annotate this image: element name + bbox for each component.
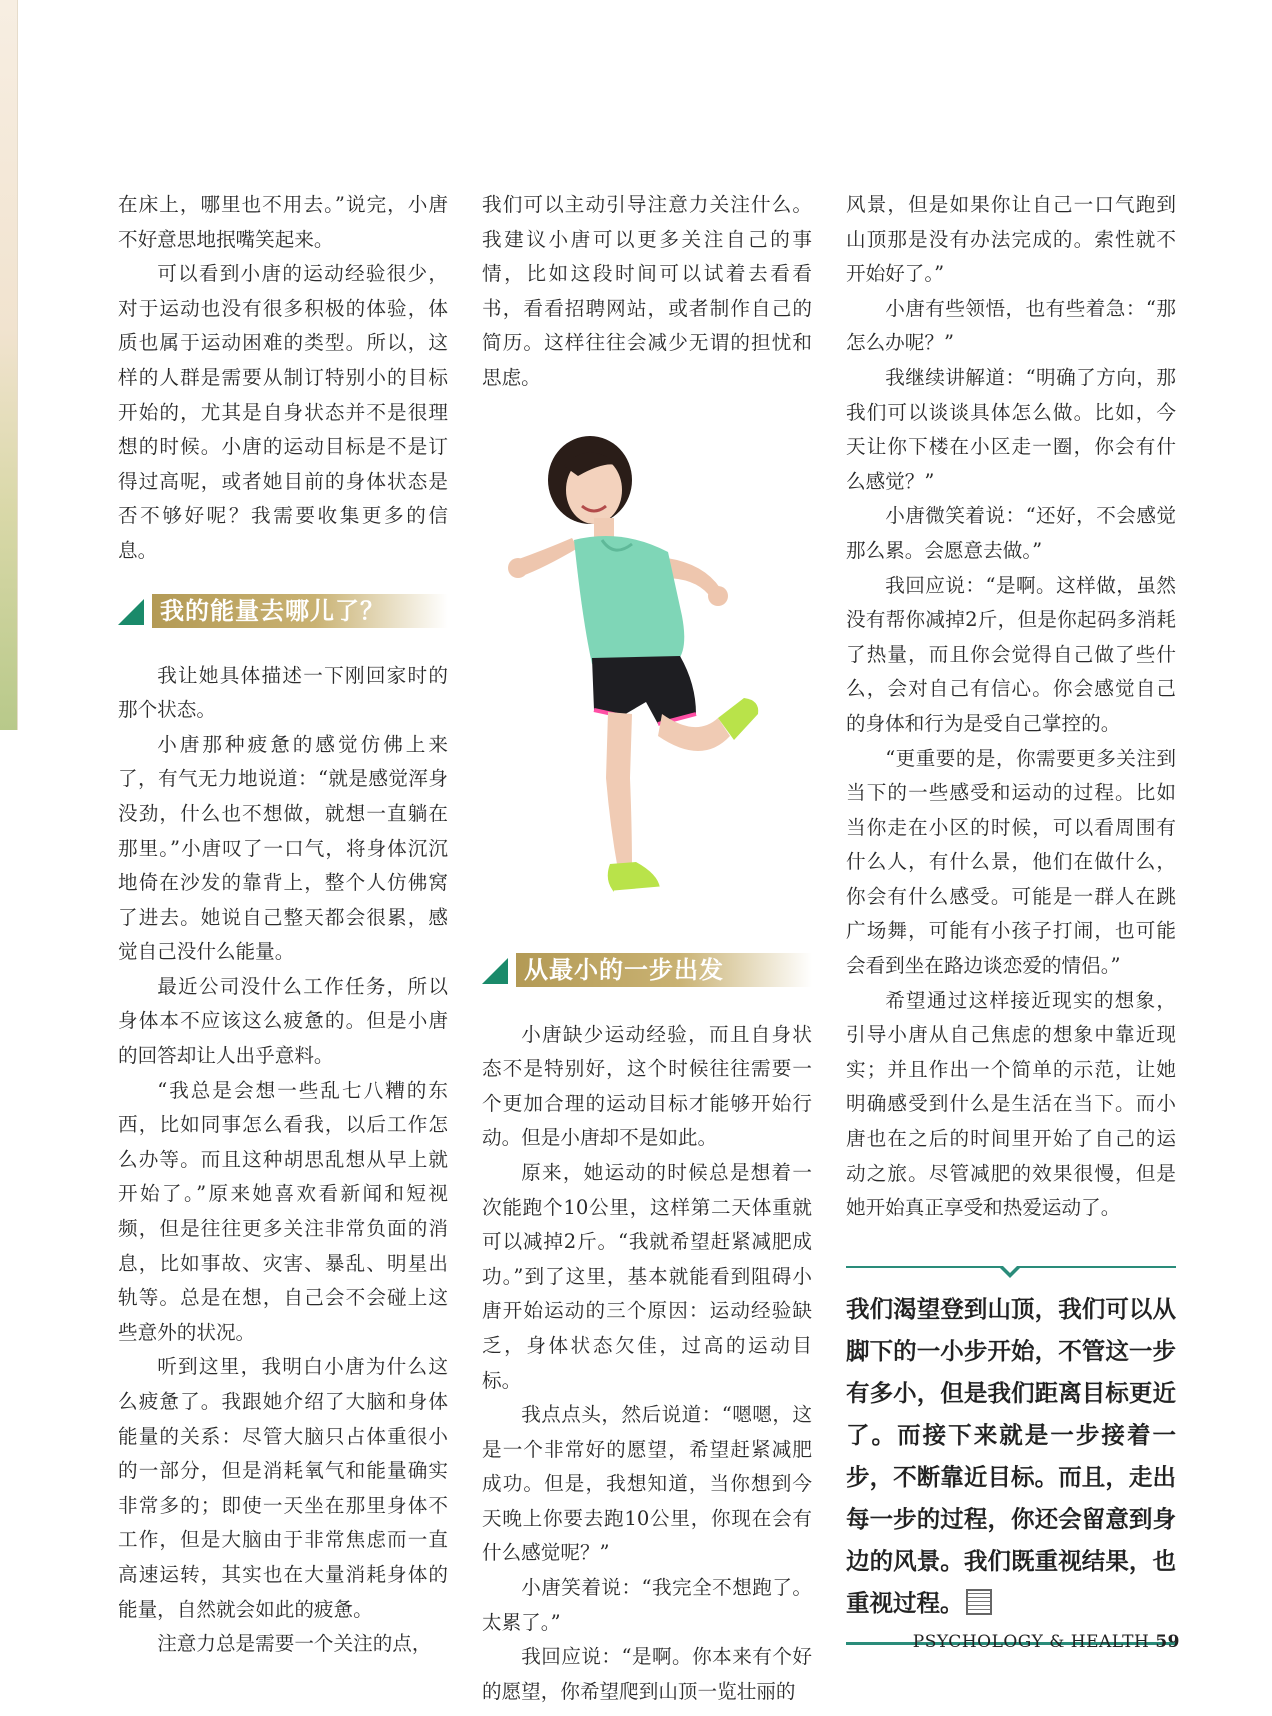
paragraph: 小唐有些领悟，也有些着急：“那怎么办呢？” [846, 296, 1176, 355]
paragraph: 可以看到小唐的运动经验很少，对于运动也没有很多积极的体验，体质也属于运动困难的类型。所以，这样的人群是需要从制订特别小的目标开始的，尤其是自身状态并不是很理想的时候。小唐的运动目标是不是订得过高呢，或者她目前的身体状态是否不够好呢？我需要收集更多的信息。 [118, 262, 448, 562]
paragraph: 我继续讲解道：“明确了方向，那我们可以谈谈具体怎么做。比如，今天让你下楼在小区走一圈，你会有什么感觉？” [846, 365, 1176, 493]
paragraph: 我们可以主动引导注意力关注什么。我建议小唐可以更多关注自己的事情，比如这段时间可以试着去看看书，看看招聘网站，或者制作自己的简历。这样往往会减少无谓的担忧和思虑。 [482, 193, 812, 389]
paragraph: 小唐笑着说：“我完全不想跑了。太累了。” [482, 1576, 812, 1634]
pull-quote-body: 我们渴望登到山顶，我们可以从脚下的一小步开始，不管这一步有多小，但是我们距离目标更近了。而接下来就是一步接着一步，不断靠近目标。而且，走出每一步的过程，你还会留意到身边的风景。我们既重视结果，也重视过程。 [846, 1294, 1176, 1617]
paragraph: 在床上，哪里也不用去。”说完，小唐不好意思地抿嘴笑起来。 [118, 193, 448, 251]
notch-icon [998, 1266, 1022, 1278]
triangle-icon [482, 958, 508, 984]
column-2 [482, 188, 812, 1709]
pull-quote-text [846, 1286, 1176, 1624]
section-heading-first-step [482, 952, 812, 988]
paragraph: 我点点头，然后说道：“嗯嗯，这是一个非常好的愿望，希望赶紧减肥成功。但是，我想知道，当你想到今天晚上你要去跑10公里，你现在会有什么感觉呢？” [482, 1403, 812, 1565]
pull-quote-top-rule [846, 1266, 1176, 1286]
running-woman-illustration [482, 418, 812, 928]
paragraph: 希望通过这样接近现实的想象，引导小唐从自己焦虑的想象中靠近现实；并且作出一个简单的示范，让她明确感受到什么是生活在当下。而小唐也在之后的时间里开始了自己的运动之旅。尽管减肥的效果很慢，但是她开始真正享受和热爱运动了。 [846, 988, 1176, 1220]
edge-photo-strip [0, 0, 18, 730]
column-3 [846, 188, 1176, 1645]
paragraph: 我让她具体描述一下刚回家时的那个状态。 [118, 663, 448, 722]
paragraph: 听到这里，我明白小唐为什么这么疲惫了。我跟她介绍了大脑和身体能量的关系：尽管大脑只占体重很小的一部分，但是消耗氧气和能量确实非常多的；即使一天坐在那里身体不工作，但是大脑由于非常焦虑而一直高速运转，其实也在大量消耗身体的能量，自然就会如此的疲惫。 [118, 1355, 448, 1621]
paragraph: “更重要的是，你需要更多关注到当下的一些感受和运动的过程。比如当你走在小区的时候，可以看周围有什么人，有什么景，他们在做什么，你会有什么感受。可能是一群人在跳广场舞，可能有小孩子打闹，也可能会看到坐在路边谈恋爱的情侣。” [846, 746, 1176, 978]
running-woman-photo [482, 418, 812, 928]
paragraph: “我总是会想一些乱七八糟的东西，比如同事怎么看我，以后工作怎么办等。而且这种胡思乱想从早上就开始了。”原来她喜欢看新闻和短视频，但是往往更多关注非常负面的消息，比如事故、灾害、暴乱、明星出轨等。总是在想，自己会不会碰上这些意外的状况。 [118, 1078, 448, 1344]
paragraph: 我回应说：“是啊。这样做，虽然没有帮你减掉2斤，但是你起码多消耗了热量，而且你会觉得自己做了些什么，会对自己有信心。你会感觉自己的身体和行为是受自己掌控的。 [846, 573, 1176, 735]
paragraph: 最近公司没什么工作任务，所以身体本不应该这么疲惫的。但是小唐的回答却让人出乎意料。 [118, 974, 448, 1068]
end-mark-icon [966, 1589, 992, 1615]
paragraph: 风景，但是如果你让自己一口气跑到山顶那是没有办法完成的。索性就不开始好了。” [846, 193, 1176, 286]
page-footer [913, 1632, 1180, 1652]
section-heading-text: 从最小的一步出发 [516, 953, 812, 987]
paragraph: 小唐微笑着说：“还好，不会感觉那么累。会愿意去做。” [846, 504, 1176, 562]
paragraph: 小唐缺少运动经验，而且自身状态不是特别好，这个时候往往需要一个更加合理的运动目标才能够开始行动。但是小唐却不是如此。 [482, 1022, 812, 1150]
paragraph: 小唐那种疲惫的感觉仿佛上来了，有气无力地说道：“就是感觉浑身没劲，什么也不想做，就想一直躺在那里。”小唐叹了一口气，将身体沉沉地倚在沙发的靠背上，整个人仿佛窝了进去。她说自己整天都会很累，感觉自己没什么能量。 [118, 732, 448, 964]
paragraph: 注意力总是需要一个关注的点， [157, 1632, 432, 1656]
column-1 [118, 188, 448, 1662]
pull-quote [846, 1266, 1176, 1645]
section-heading-text: 我的能量去哪儿了？ [152, 594, 448, 628]
page-number: 59 [1155, 1632, 1180, 1652]
paragraph: 我回应说：“是啊。你本来有个好的愿望，你希望爬到山顶一览壮丽的 [482, 1645, 812, 1703]
paragraph: 原来，她运动的时候总是想着一次能跑个10公里，这样第二天体重就可以减掉2斤。“我就希望赶紧减肥成功。”到了这里，基本就能看到阻碍小唐开始运动的三个原因：运动经验缺乏，身体状态欠佳，过高的运动目标。 [482, 1160, 812, 1392]
magazine-name: PSYCHOLOGY & HEALTH [912, 1632, 1150, 1652]
triangle-icon [118, 599, 144, 625]
section-heading-energy [118, 593, 448, 629]
